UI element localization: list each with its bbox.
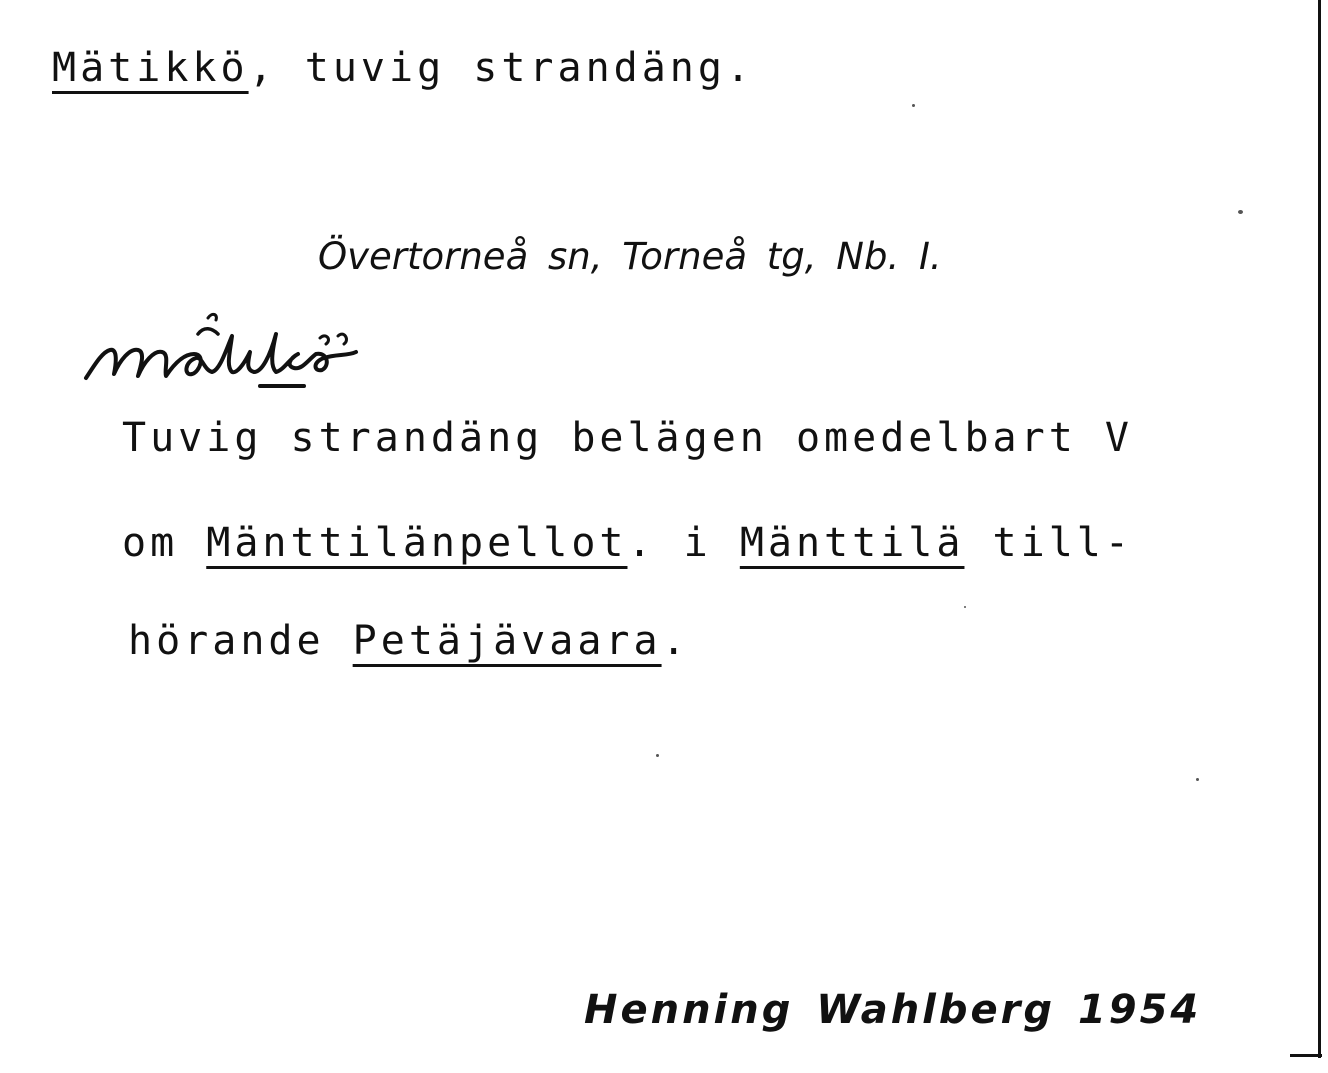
place-mänttilänpellot: Mänttilänpellot: [206, 520, 628, 566]
scan-speck: [964, 606, 966, 608]
scan-speck: [912, 104, 915, 107]
description-line-3: [128, 618, 690, 664]
line2-suffix: till-: [964, 520, 1133, 566]
scan-speck: [656, 754, 659, 757]
line3-prefix: hörande: [128, 618, 353, 664]
card-right-edge: [1318, 0, 1321, 1058]
card-heading: [52, 45, 755, 91]
place-petäjävaara: Petäjävaara: [352, 618, 662, 664]
card-bottom-edge: [1290, 1054, 1322, 1057]
scan-speck: [1196, 778, 1199, 781]
location-line: Övertorneå sn, Torneå tg, Nb. I.: [318, 235, 942, 278]
heading-rest: , tuvig strandäng.: [248, 45, 755, 91]
line3-suffix: .: [661, 618, 690, 664]
scan-speck: [1238, 210, 1243, 214]
heading-term: Mätikkö: [52, 45, 249, 91]
signature: Henning Wahlberg 1954: [584, 987, 1202, 1033]
handwritten-word: [80, 300, 480, 400]
line2-mid: . i: [627, 520, 740, 566]
description-line-2: [122, 520, 1133, 566]
line2-prefix: om: [122, 520, 207, 566]
description-line-1: Tuvig strandäng belägen omedelbart V: [122, 415, 1133, 461]
place-mänttilä: Mänttilä: [739, 520, 965, 566]
